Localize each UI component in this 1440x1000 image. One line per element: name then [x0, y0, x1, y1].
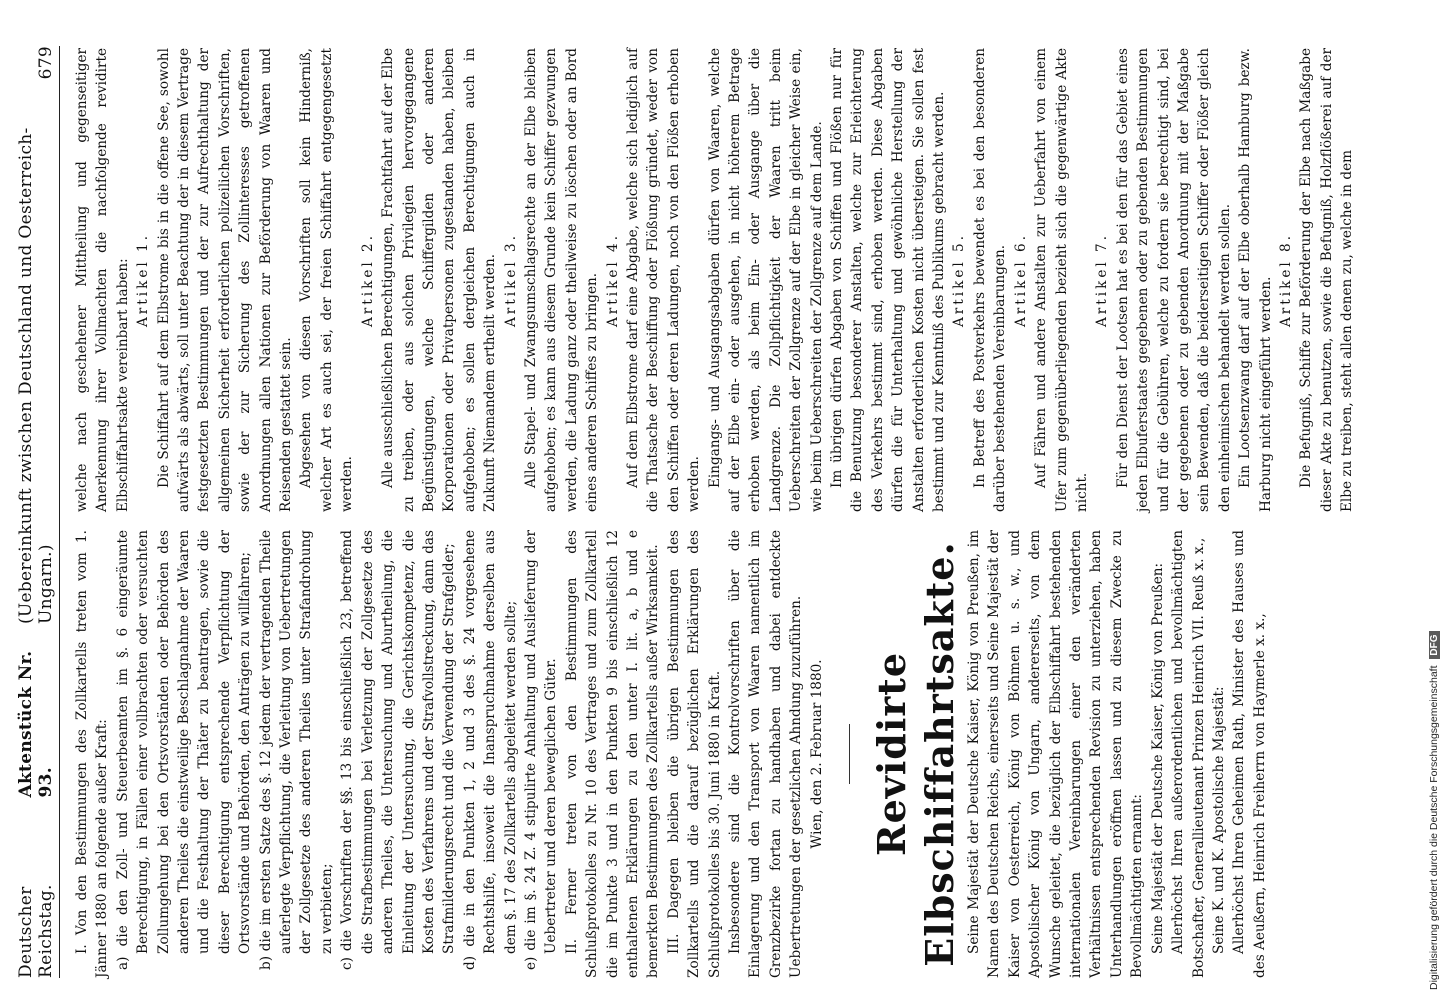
left-column	[72, 530, 1388, 978]
left-paragraph: Seine Majestät der Deutsche Kaiser, König von Preußen, im Namen des Deutschen Reichs, einerseits und Seine Majestät der Kaiser von Oesterreich, König von Böhmen u. s. w., und Apostolischer König von Ungarn, andererseits, von dem Wunsche geleitet, die bezüglich der Elbschiffahrt bestehenden internationalen Vereinbarungen einer den veränderten Verhältnissen entsprechenden Revision zu unterziehen, haben Unterhandlungen eröffnen lassen und zu diesem Zwecke zu Bevollmächtigten ernannt:	[966, 530, 1146, 978]
right-paragraph: Ein Lootsenzwang darf auf der Elbe oberhalb Hamburg bezw. Harburg nicht eingeführt werden.	[1237, 48, 1274, 512]
right-paragraph: Alle Stapel- und Zwangsumschlagsrechte an der Elbe bleiben aufgehoben; es kann aus diesem Grunde kein Schiffer gezwungen werden, die Ladung ganz oder theilweise zu löschen oder an Bord eines anderen Schiffes zu bringen.	[522, 48, 601, 512]
left-paragraph: II. Ferner treten von den Bestimmungen des Schlußprotokolles zu Nr. 10 des Vertrages und zum Zollkartell die im Punkte 3 und in den Punkten 9 bis einschließlich 12 enthaltenen Erklärungen zu den unter I. lit. a, b und e bemerkten Bestimmungen des Zollkartells außer Wirksamkeit.	[563, 530, 662, 978]
right-article-heading: Artikel 3.	[502, 232, 519, 328]
left-paragraph: Allerhöchst Ihren außerordentlichen und bevollmächtigten Botschafter, Generallieutenant Prinzen Heinrich VII. Reuß x. x.,	[1170, 530, 1207, 978]
right-paragraph: Die Schiffahrt auf dem Elbstrome bis in die offene See, sowohl aufwärts als abwärts, soll unter Beachtung der in diesem Vertrage festgesetzten Bestimmungen und der zur Aufrechthaltung der allgemeinen Sicherheit erforderlichen polizeilichen Vorschriften, sowie der zur Sicherung des Zollinteresses getroffenen Anordnungen allen Nationen zur Beförderung von Waaren und Reisenden gestattet sein.	[155, 48, 295, 512]
left-paragraph: Insbesondere sind die Kontrolvorschriften über die Einlagerung und den Transport von Waaren namentlich im Grenzbezirke fortan zu handhaben und dabei entdeckte Uebertretungen der gesetzlichen Ahndung zuzuführen.	[727, 530, 805, 978]
digitization-note-text: Digitalisierung gefördert durch die Deutsche Forschungsgemeinschaft	[1428, 665, 1440, 990]
right-paragraph: Abgesehen von diesen Vorschriften soll kein Hinderniß, welcher Art es auch sei, der freien Schiffahrt entgegengesetzt werden.	[298, 48, 356, 512]
left-paragraph: e) die im §. 24 Z. 4 stipulirte Anhaltung und Auslieferung der Uebertreter und deren beweglichen Güter.	[522, 530, 560, 970]
date-line: Wien, den 2. Februar 1880.	[808, 659, 825, 849]
right-paragraph: welche nach geschehener Mittheilung und gegenseitiger Anerkennung ihrer Vollmachten die nachfolgende revidirte Elbschiffahrtsakte vereinbart haben:	[74, 48, 131, 512]
right-paragraph: Die Befugniß, Schiffe zur Beförderung der Elbe nach Maßgabe dieser Akte zu benutzen, sowie die Befugniß, Holzflößerei auf der Elbe zu treiben, steht allen denen zu, welche in dem	[1298, 48, 1356, 512]
left-paragraph: Allerhöchst Ihren Geheimen Rath, Minister des Hauses und des Aeußern, Heinrich Freiherrn von Haymerle x. x.,	[1231, 530, 1268, 978]
act-title: Revidirte Elbschiffahrtsakte.	[869, 541, 963, 967]
page-number: 679	[36, 45, 56, 80]
left-paragraph: b) die im ersten Satze des §. 12 jedem der vertragenden Theile auferlegte Verpflichtung, die Verleitung von Uebertretungen der Zollgesetze des anderen Theiles unter Strafandrohung zu verbieten;	[257, 530, 335, 970]
right-article-heading: Artikel 8.	[1277, 232, 1294, 328]
digitization-note	[1410, 0, 1440, 1000]
right-paragraph: Alle ausschließlichen Berechtigungen, Frachtfahrt auf der Elbe zu treiben, oder aus solchen Privilegien hervorgegangene Begünstigungen, welche Schiffergilden oder anderen Korporationen oder Privatpersonen zugestanden haben, bleiben aufgehoben; es sollen dergleichen Berechtigungen auch in Zukunft Niemandem ertheilt werden.	[380, 48, 499, 512]
right-article-heading: Artikel 1.	[135, 232, 152, 328]
right-article-heading: Artikel 4.	[604, 232, 621, 328]
left-paragraph: c) die Vorschriften der §§. 13 bis einschließlich 23, betreffend die Strafbestimmungen bei Verletzung der Zollgesetze des anderen Theiles, die Untersuchung und Aburtheilung, die Einleitung der Untersuchung, die Gerichtskompetenz, die Kosten des Verfahrens und der Strafvollstreckung, dann das Strafmilderungsrecht und die Verwendung der Strafgelder;	[339, 530, 458, 970]
right-article-heading: Artikel 5.	[951, 232, 968, 328]
running-head-right: (Uebereinkunft zwischen Deutschland und Oesterreich-Ungarn.)	[16, 127, 56, 625]
left-paragraph: Seine K. und K. Apostolische Majestät:	[1210, 686, 1227, 954]
right-article-heading: Artikel 2.	[359, 232, 376, 328]
right-article-heading: Artikel 7.	[1094, 232, 1111, 328]
right-paragraph: Auf Fähren und andere Anstalten zur Ueberfahrt von einem Ufer zum gegenüberliegenden bezieht sich die gegenwärtige Akte nicht.	[1033, 48, 1090, 512]
running-head-document-number: Aktenstück Nr. 93.	[16, 650, 56, 798]
right-paragraph: Im übrigen dürfen Abgaben von Schiffen und Flößen nur für die Benutzung besonderer Anstalten, welche zur Erleichterung des Verkehrs bestimmt sind, erhoben werden. Diese Abgaben dürfen die für Unterhaltung und gewöhnliche Herstellung der Anstalten erforderlichen Kosten nicht übersteigen. Sie sollen fest bestimmt und zur Kenntniß des Publikums gebracht werden.	[829, 48, 948, 512]
running-head	[16, 45, 60, 978]
section-rule	[849, 724, 850, 784]
right-paragraph: Eingangs- und Ausgangsabgaben dürfen von Waaren, welche auf der Elbe ein- oder ausgehen, in nicht höherem Betrage erhoben werden, als beim Ein- oder Ausgange über die Landgrenze. Die Zollpflichtigkeit der Waaren tritt beim Ueberschreiten der Zollgrenze auf der Elbe in gleicher Weise ein, wie beim Ueberschreiten der Zollgrenze auf dem Lande.	[706, 48, 825, 512]
left-paragraph: I. Von den Bestimmungen des Zollkartells treten vom 1. Jänner 1880 an folgende außer Kraft:	[74, 530, 111, 978]
right-paragraph: In Betreff des Postverkehrs bewendet es bei den besonderen darüber bestehenden Vereinbarungen.	[971, 48, 1009, 512]
right-column	[72, 48, 1388, 512]
right-article-heading: Artikel 6.	[1012, 232, 1029, 328]
left-paragraph: a) die den Zoll- und Steuerbeamten im §. 6 eingeräumte Berechtigung, in Fällen einer vollbrachten oder versuchten Zollumgehung bei den Ortsvorständen oder Behörden des anderen Theiles die einstweilige Beschlagnahme der Waaren und die Festhaltung der Thäter zu beantragen, sowie die dieser Berechtigung entsprechende Verpflichtung der Ortsvorstände und Behörden, den Anträgen zu willfahren;	[114, 530, 254, 970]
right-paragraph: Auf dem Elbstrome darf eine Abgabe, welche sich lediglich auf die Thatsache der Beschiffung oder Flößung gründet, weder von den Schiffen oder deren Ladungen, noch von den Flößen erhoben werden.	[624, 48, 703, 512]
left-paragraph: d) die in den Punkten 1, 2 und 3 des §. 24 vorgesehene Rechtshilfe, insoweit die Inanspruchnahme derselben aus dem §. 17 des Zollkartells abgeleitet werden sollte;	[461, 530, 519, 970]
left-paragraph: III. Dagegen bleiben die übrigen Bestimmungen des Zollkartells und die darauf bezüglichen Erklärungen des Schlußprotokolles bis 30. Juni 1880 in Kraft.	[665, 530, 723, 978]
dfg-logo: DFG	[1429, 631, 1440, 658]
right-paragraph: Für den Dienst der Lootsen hat es bei den für das Gebiet eines jeden Elbuferstaates gegebenen oder zu gebenden Bestimmungen und für die Gebühren, welche zu fordern sie berechtigt sind, bei der gegebenen oder zu gebenden Anordnung mit der Maßgabe sein Bewenden, daß die beiderseitigen Schiffer oder Flößer gleich den einheimischen behandelt werden sollen.	[1114, 48, 1233, 512]
running-head-left: Deutscher Reichstag.	[16, 884, 56, 978]
scanned-page	[0, 32, 1398, 1000]
left-paragraph: Seine Majestät der Deutsche Kaiser, König von Preußen:	[1149, 562, 1166, 954]
